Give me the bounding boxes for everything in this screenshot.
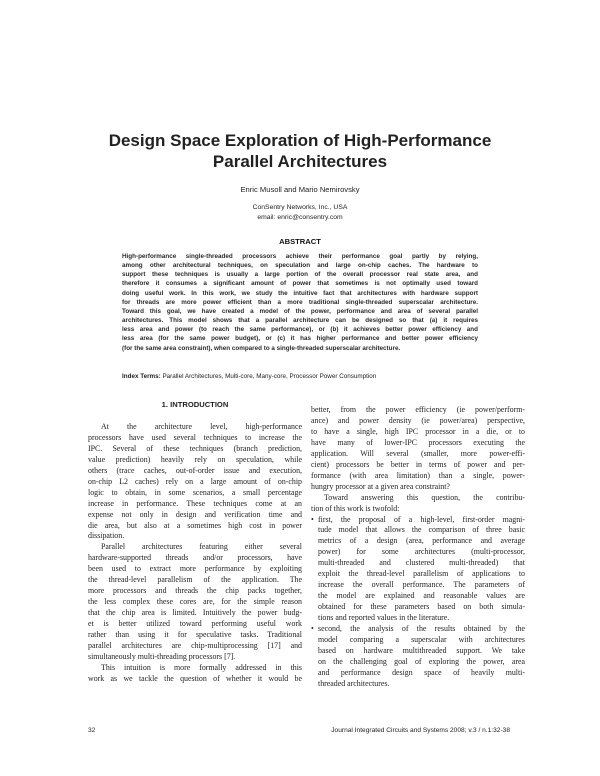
body-text-line: the thread-level parallelism of the application. The	[88, 575, 302, 585]
body-text-line: multi-threaded and clustered multi-threaded) that	[318, 558, 525, 568]
affiliation-block	[60, 203, 540, 222]
body-text-line: Parallel architectures featuring either several	[101, 542, 302, 552]
body-text-line: based on hardware multithreaded support. We take	[318, 645, 525, 655]
body-text-line: At the architecture level, high-performance	[101, 421, 302, 431]
body-text-line: hungry processor at a given area constraint?	[311, 481, 450, 491]
abstract-line: High-performance single-threaded processors achieve their performance goal partly by relying,	[122, 253, 478, 260]
body-text-line: more processors and threads the chip packs together,	[88, 586, 302, 596]
body-text-line: hardware-supported threads and/or processors, have	[88, 553, 302, 563]
bullet-text: second, the analysis of the results obtained by the	[318, 624, 525, 634]
body-text-line: others (trace caches, out-of-order issue and execution,	[88, 465, 302, 475]
body-text-line: increase the overall performance. The parameters of	[318, 580, 525, 590]
body-text-line: dissipation.	[88, 531, 125, 541]
body-text-line: the model are explained and reasonable values are	[318, 591, 525, 601]
body-text-line: Toward answering this question, the contribu-	[324, 492, 525, 502]
index-terms	[122, 373, 502, 380]
title-line-1: Design Space Exploration of High-Performance	[108, 131, 492, 150]
abstract-heading: ABSTRACT	[279, 237, 321, 246]
abstract-line: less area and power (to reach the same performance), or (b) it achieves better power efficiency and	[122, 326, 478, 334]
bullet-icon: •	[311, 624, 314, 634]
body-text-line: tions and reported values in the literature.	[318, 613, 450, 623]
section-heading: 1. INTRODUCTION	[161, 400, 229, 409]
body-text-line: value prediction) heavily rely on speculation, while	[88, 454, 302, 464]
bullet-text: first, the proposal of a high-level, first-order magni-	[318, 514, 525, 524]
bullet-icon: •	[311, 514, 314, 524]
body-text-line: and performance design space of heavily multi-	[318, 667, 525, 677]
abstract-line: therefore it consumes a significant amount of power that sometimes is not optimally used toward	[122, 280, 478, 288]
body-text-line	[311, 624, 525, 635]
body-text-line: threaded architectures.	[318, 678, 390, 688]
left-column	[88, 400, 302, 685]
abstract-line: Toward this goal, we have created a model of the power, performance and area of several parallel	[122, 307, 478, 315]
body-text-line: simultaneously multi-threading processors [7].	[88, 651, 236, 661]
abstract-line: for threads are more power efficient than a more traditional single-threaded superscalar architecture.	[122, 298, 478, 306]
body-text-line: ance) and power density (ie power/area) perspective,	[311, 415, 525, 425]
body-text-line: work as we tackle the question of whether it would be	[88, 673, 302, 683]
page-number: 32	[88, 727, 96, 734]
abstract-line: architectures. This model shows that a parallel architecture can be designed so that (a) it requires	[122, 317, 478, 325]
body-text-line: power) for some architectures (multi-processor,	[318, 547, 525, 557]
body-text-line: to have a single, high IPC processor in a die, or to	[311, 426, 525, 436]
author-email: email: enric@consentry.com	[257, 213, 343, 221]
abstract-line: (for the same area constraint), when compared to a single-threaded superscalar architecture.	[122, 344, 401, 352]
body-text-line: application. Will several (smaller, more power-effi-	[311, 448, 525, 458]
body-text-line: logic to obtain, in some scenarios, a small percentage	[88, 487, 302, 497]
body-text-line: the less complex these cores are, for the simple reason	[88, 597, 302, 607]
affiliation: ConSentry Networks, Inc., USA	[252, 204, 348, 211]
index-terms-list: Parallel Architectures, Multi-core, Many-core, Processor Power Consumption	[160, 373, 377, 380]
right-column	[311, 405, 525, 690]
abstract-text	[122, 252, 478, 353]
body-text-line: processors have used several techniques to increase the	[88, 432, 302, 442]
body-text-line: IPC. Several of these techniques (branch prediction,	[88, 443, 302, 453]
body-text-line: obtained for these parameters based on both simula-	[318, 602, 525, 612]
body-text-line: This intuition is more formally addressed in this	[101, 662, 302, 672]
abstract-line: doing useful work. In this work, we study the intuitive fact that architectures with hardware support	[122, 289, 478, 297]
body-text-line: increase in performance. These techniques come at an	[88, 498, 302, 508]
abstract-line: less area (for the same power budget), or (c) it has higher performance and better power efficiency	[122, 335, 478, 343]
paper-title	[60, 130, 540, 172]
body-text-line: expense not only in design and verification time and	[88, 509, 302, 519]
body-text-line: metrics of a design (area, performance and average	[318, 536, 525, 546]
abstract-line: support these techniques is usually a large portion of the overall processor real state area, and	[122, 271, 478, 279]
title-line-2: Parallel Architectures	[212, 152, 388, 171]
body-text-line: rather than using it for speculative tasks. Traditional	[88, 630, 302, 640]
body-text-line: et is better utilized toward performing useful work	[88, 619, 302, 629]
body-text-line: parallel architectures are chip-multiprocessing [17] and	[88, 641, 302, 651]
body-text-line: exploit the thread-level parallelism of applications to	[318, 569, 525, 579]
body-text-line: die area, but also at a sometimes high cost in power	[88, 520, 302, 530]
body-text-line: been used to extract more performance by exploiting	[88, 564, 302, 574]
abstract-line: among other architectural techniques, on speculation and large on-chip caches. The hardware to	[122, 262, 478, 270]
body-text-line: formance (with area limitation) than a single, power-	[311, 470, 525, 480]
body-text-line: better, from the power efficiency (ie power/perform-	[311, 405, 525, 414]
body-text-line: tude model that allows the comparison of three basic	[318, 525, 525, 535]
body-text-line: have many of lower-IPC processors executing the	[311, 437, 525, 447]
body-text-line: on the challenging goal of exploring the power, area	[318, 656, 525, 666]
body-text-line: tion of this work is twofold:	[311, 503, 400, 513]
body-text-line	[311, 515, 525, 526]
body-text-line: cient) processors be better in terms of power and per-	[311, 459, 525, 469]
journal-citation: Journal Integrated Circuits and Systems 2008; v.3 / n.1:32-38	[331, 727, 510, 734]
authors: Enric Musoll and Mario Nemirovsky	[240, 185, 360, 194]
index-terms-label: Index Terms:	[122, 373, 161, 380]
body-text-line: on-chip L2 caches) rely on a large amount of on-chip	[88, 476, 302, 486]
body-text-line: that the chip area is limited. Intuitively the power budg-	[88, 608, 302, 618]
body-text-line: model comparing a superscalar with architectures	[318, 635, 525, 645]
